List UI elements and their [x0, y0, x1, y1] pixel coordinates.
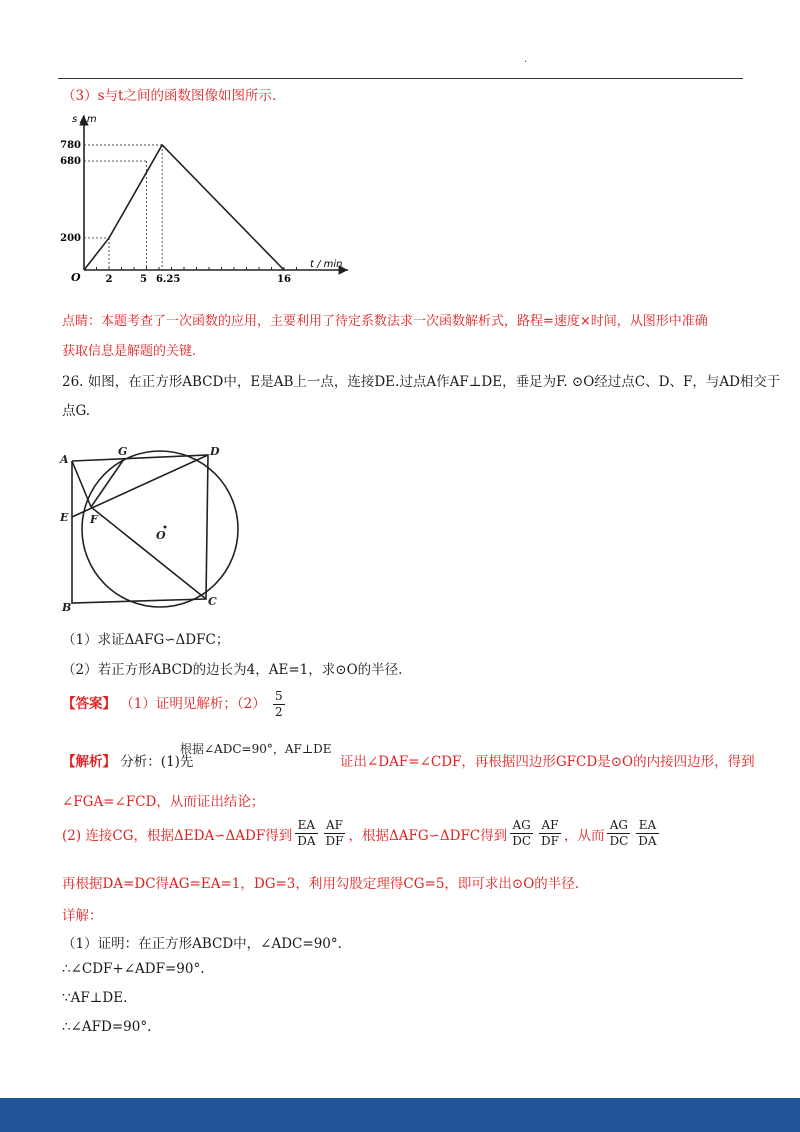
label-o: O [156, 529, 166, 542]
problem26-line1: 26. 如图，在正方形ABCD中，E是AB上一点，连接DE.过点A作AF⊥DE，垂足为F. ⊙O经过点C、D、F，与AD相交于 [62, 374, 781, 390]
detail-line4: ∴∠AFD=90°. [62, 1019, 152, 1035]
analysis-p2: 证出∠DAF=∠CDF，再根据四边形GFCD是⊙O的内接四边形，得到 [340, 754, 755, 770]
label-a: A [60, 453, 69, 466]
frac-af-df: $\frac{AF}{DF}$ [325, 818, 344, 848]
frac-af-df-2: $\frac{AF}{DF}$ [541, 818, 559, 848]
question-2: （2）若正方形ABCD的边长为4，AE=1，求⊙O的半径. [62, 662, 403, 678]
analysis-tag: 【解析】 [62, 754, 116, 770]
detail-line3: ∵AF⊥DE. [62, 990, 128, 1006]
x-tick-label: 5 [140, 274, 147, 285]
frac-ea-da: $\frac{EA}{DA}$ [297, 818, 316, 848]
detail-line2: ∴∠CDF+∠ADF=90°. [62, 961, 205, 977]
label-b: B [62, 601, 72, 614]
analysis-l3a: (2) 连接CG，根据ΔEDA∽ΔADF得到 [62, 827, 293, 844]
analysis-p1: 根据∠ADC=90°，AF⊥DE [180, 742, 332, 756]
graph-line [84, 145, 284, 270]
header-dot: . [524, 54, 528, 65]
label-d: D [210, 445, 220, 458]
analysis-lead: 分析：(1)先 [120, 754, 194, 770]
y-tick-label: 200 [60, 232, 81, 244]
header-rule [58, 78, 743, 79]
answer-frac-den: 2 [275, 705, 283, 719]
dashed-guides [84, 145, 162, 270]
analysis-l3c: ，从而 [563, 827, 605, 844]
square-abcd [72, 455, 208, 603]
distance-time-graph [58, 110, 358, 292]
analysis-line3 [62, 818, 662, 849]
answer-fraction [273, 689, 285, 720]
detail-tag: 详解： [62, 908, 103, 924]
comment-line1: 点睛：本题考查了一次函数的应用，主要利用了待定系数法求一次函数解析式，路程=速度×时间，从图形中准确 [62, 314, 708, 329]
analysis-line2: ∠FGA=∠FCD，从而证出结论； [62, 794, 265, 810]
problem26-line2: 点G. [62, 403, 91, 419]
footer-bar [0, 1098, 800, 1132]
part3-text: （3）s与t之间的函数图像如图所示. [62, 88, 277, 104]
x-tick-label: 2 [105, 274, 113, 285]
label-g: G [118, 445, 128, 458]
segment-fc [91, 507, 206, 599]
analysis-l3b: ，根据ΔAFG∽ΔDFC得到 [348, 827, 508, 844]
answer-text: （1）证明见解析；（2） [120, 696, 266, 712]
geometry-figure [58, 445, 258, 615]
y-axis-label: s / m [72, 114, 97, 125]
answer-line [62, 689, 288, 720]
answer-tag: 【答案】 [62, 696, 116, 712]
frac-ag-dc: $\frac{AG}{DC}$ [512, 818, 532, 848]
analysis-line1 [62, 750, 193, 770]
label-e: E [60, 511, 69, 524]
frac-ea-da-2: $\frac{EA}{DA}$ [638, 818, 657, 848]
analysis-line4: 再根据DA=DC得AG=EA=1，DG=3，利用勾股定理得CG=5，即可求出⊙O的半径. [62, 876, 580, 892]
y-tick-label: 780 [60, 140, 81, 151]
x-tick-label: 16 [277, 274, 291, 285]
detail-line1: （1）证明：在正方形ABCD中，∠ADC=90°. [62, 936, 342, 952]
label-c: C [208, 595, 217, 608]
x-axis-label: t / min [310, 259, 343, 270]
comment-line2: 获取信息是解题的关键. [62, 344, 197, 359]
origin-label: O [71, 271, 81, 284]
axis-labels [60, 140, 291, 285]
x-tick-label: 6.25 [155, 274, 181, 285]
answer-frac-num: 5 [275, 689, 283, 703]
label-f: F [90, 513, 98, 526]
question-1: （1）求证ΔAFG∽ΔDFC； [62, 632, 230, 648]
y-tick-label: 680 [60, 156, 81, 168]
frac-ag-dc-2: $\frac{AG}{DC}$ [609, 818, 629, 848]
segment-af [72, 461, 91, 507]
segment-fg [91, 459, 124, 507]
